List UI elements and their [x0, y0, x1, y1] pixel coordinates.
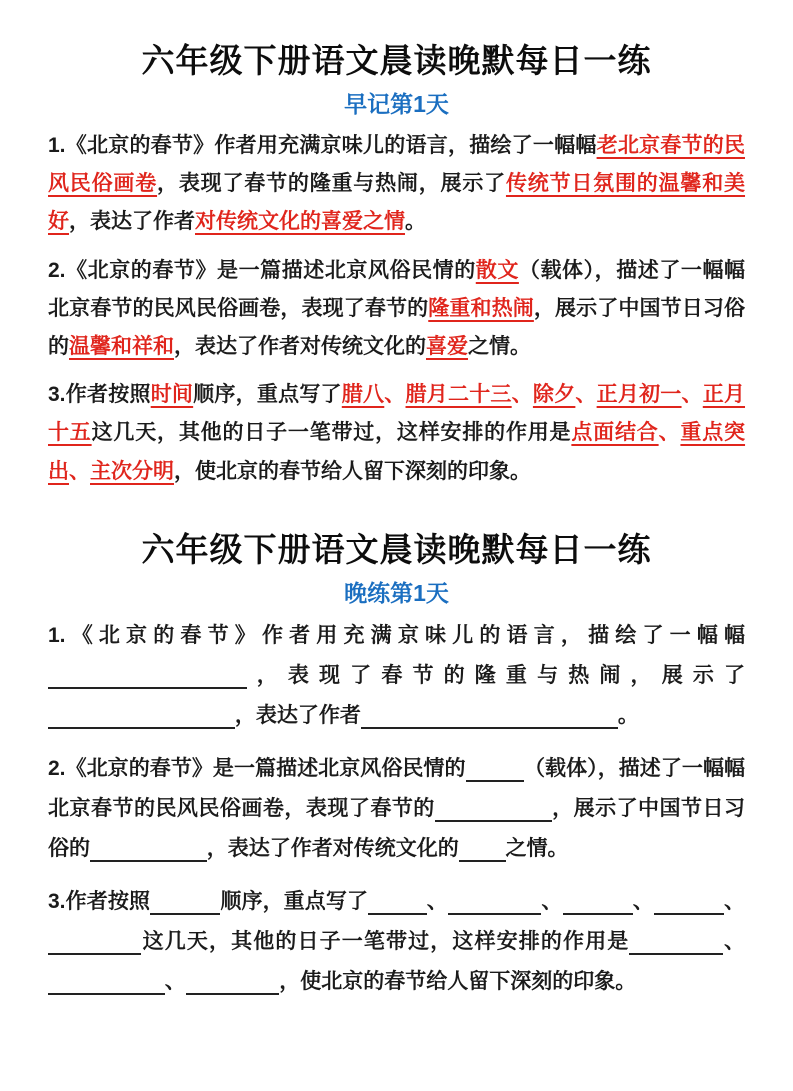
red-separator: 、: [384, 383, 406, 407]
body-text: 。: [617, 704, 639, 728]
body-text: ，使北京的春节给人留下深刻的印象。: [174, 459, 531, 483]
day-label-morning: 早记第1天: [344, 91, 449, 118]
answer-text: 重点突出: [48, 421, 746, 483]
body-text: ，表达了作者对传统文化的: [206, 837, 459, 861]
blank-line: [466, 757, 524, 782]
body-text: 2.《北京的春节》是一篇描述北京风俗民情的: [48, 756, 466, 780]
body-text: ，表现了春节的隆重与热闹，展示了: [157, 172, 506, 196]
blank-line: [459, 837, 506, 862]
body-text: 之情。: [505, 837, 569, 861]
section-evening: [48, 529, 745, 1003]
body-text: ，表达了作者: [234, 704, 361, 728]
answer-text: 传统节日氛围的温馨和美好: [48, 172, 746, 234]
body-text: 2.《北京的春节》是一篇描述北京风俗民情的: [48, 258, 476, 282]
body-text: 1.《北京的春节》作者用充满京味儿的语言，描绘了一幅幅: [48, 133, 597, 157]
blank-line: [629, 930, 722, 955]
blank-line: [435, 797, 552, 822]
body-text: 之情。: [468, 334, 531, 358]
blank-line: [186, 970, 279, 995]
paragraph-container-morning: [48, 127, 745, 491]
blank-line: [48, 664, 247, 689]
body-text: （载体），描述了一幅幅北京春节的民风民俗画卷，表现了春节的: [48, 756, 745, 820]
body-text: 。: [405, 210, 426, 234]
day-label-evening: 晚练第1天: [344, 580, 449, 607]
answer-text: 散文: [475, 258, 519, 282]
paragraph: [48, 252, 745, 367]
answer-text: 时间: [150, 383, 194, 407]
body-text: 、: [164, 970, 186, 994]
blank-line: [654, 890, 724, 915]
blank-line: [48, 970, 165, 995]
answer-text: 除夕: [532, 383, 576, 407]
body-text: 3.作者按照: [48, 889, 151, 913]
worksheet-title-repeat: 六年级下册语文晨读晚默每日一练: [141, 530, 652, 568]
body-text: 、: [723, 889, 746, 913]
body-text: 、: [632, 889, 654, 913]
red-separator: 、: [69, 459, 90, 483]
paragraph: [48, 127, 745, 242]
red-separator: 、: [658, 421, 681, 445]
body-text: ，展示了中国节日习俗的: [48, 796, 746, 861]
body-text: 这几天，其他的日子一笔带过，这样安排的作用是: [91, 421, 572, 445]
blank-line: [90, 837, 207, 862]
answer-text: 主次分明: [90, 459, 174, 483]
body-text: ，表达了作者: [69, 210, 195, 234]
body-text: ，表现了春节的隆重与热闹，展示了: [246, 663, 745, 687]
body-text: ，展示了中国节日习俗的: [48, 296, 745, 358]
paragraph: [48, 616, 745, 737]
answer-text: 喜爱: [426, 334, 468, 358]
paragraph-container-evening: [48, 616, 745, 1003]
body-text: ，表达了作者对传统文化的: [174, 334, 426, 358]
red-separator: 、: [575, 383, 597, 407]
blank-line: [563, 890, 633, 915]
blank-line: [48, 704, 235, 729]
blank-line: [48, 930, 141, 955]
body-text: 这几天，其他的日子一笔带过，这样安排的作用是: [141, 929, 630, 953]
answer-text: 对传统文化的喜爱之情: [195, 210, 405, 234]
red-separator: 、: [511, 383, 533, 407]
paragraph: [48, 882, 745, 1003]
section-morning: [48, 40, 745, 491]
answer-text: 腊月二十三: [405, 383, 512, 407]
worksheet-title: 六年级下册语文晨读晚默每日一练: [141, 42, 652, 79]
blank-line: [448, 890, 541, 915]
body-text: 、: [426, 889, 448, 913]
body-text: 3.作者按照: [48, 383, 151, 407]
body-text: 顺序，重点写了: [193, 383, 342, 407]
blank-line: [368, 890, 426, 915]
blank-line: [361, 704, 618, 729]
paragraph: [48, 749, 745, 870]
answer-text: 腊八: [341, 383, 385, 407]
answer-text: 老北京春节的民风民俗画卷: [48, 133, 745, 196]
red-separator: 、: [681, 383, 703, 407]
body-text: ，使北京的春节给人留下深刻的印象。: [279, 970, 637, 994]
answer-text: 点面结合: [571, 421, 659, 445]
body-text: 、: [541, 889, 563, 913]
body-text: 1.《北京的春节》作者用充满京味儿的语言，描绘了一幅幅: [48, 623, 745, 647]
blank-line: [150, 890, 220, 915]
body-text: （载体），描述了一幅幅北京春节的民风民俗画卷，表现了春节的: [48, 258, 746, 320]
body-text: 顺序，重点写了: [220, 889, 369, 913]
paragraph: [48, 376, 745, 491]
answer-text: 正月初一: [596, 383, 682, 407]
answer-text: 正月十五: [48, 383, 746, 445]
answer-text: 温馨和祥和: [69, 334, 174, 358]
answer-text: 隆重和热闹: [428, 296, 534, 320]
body-text: 、: [722, 929, 746, 953]
